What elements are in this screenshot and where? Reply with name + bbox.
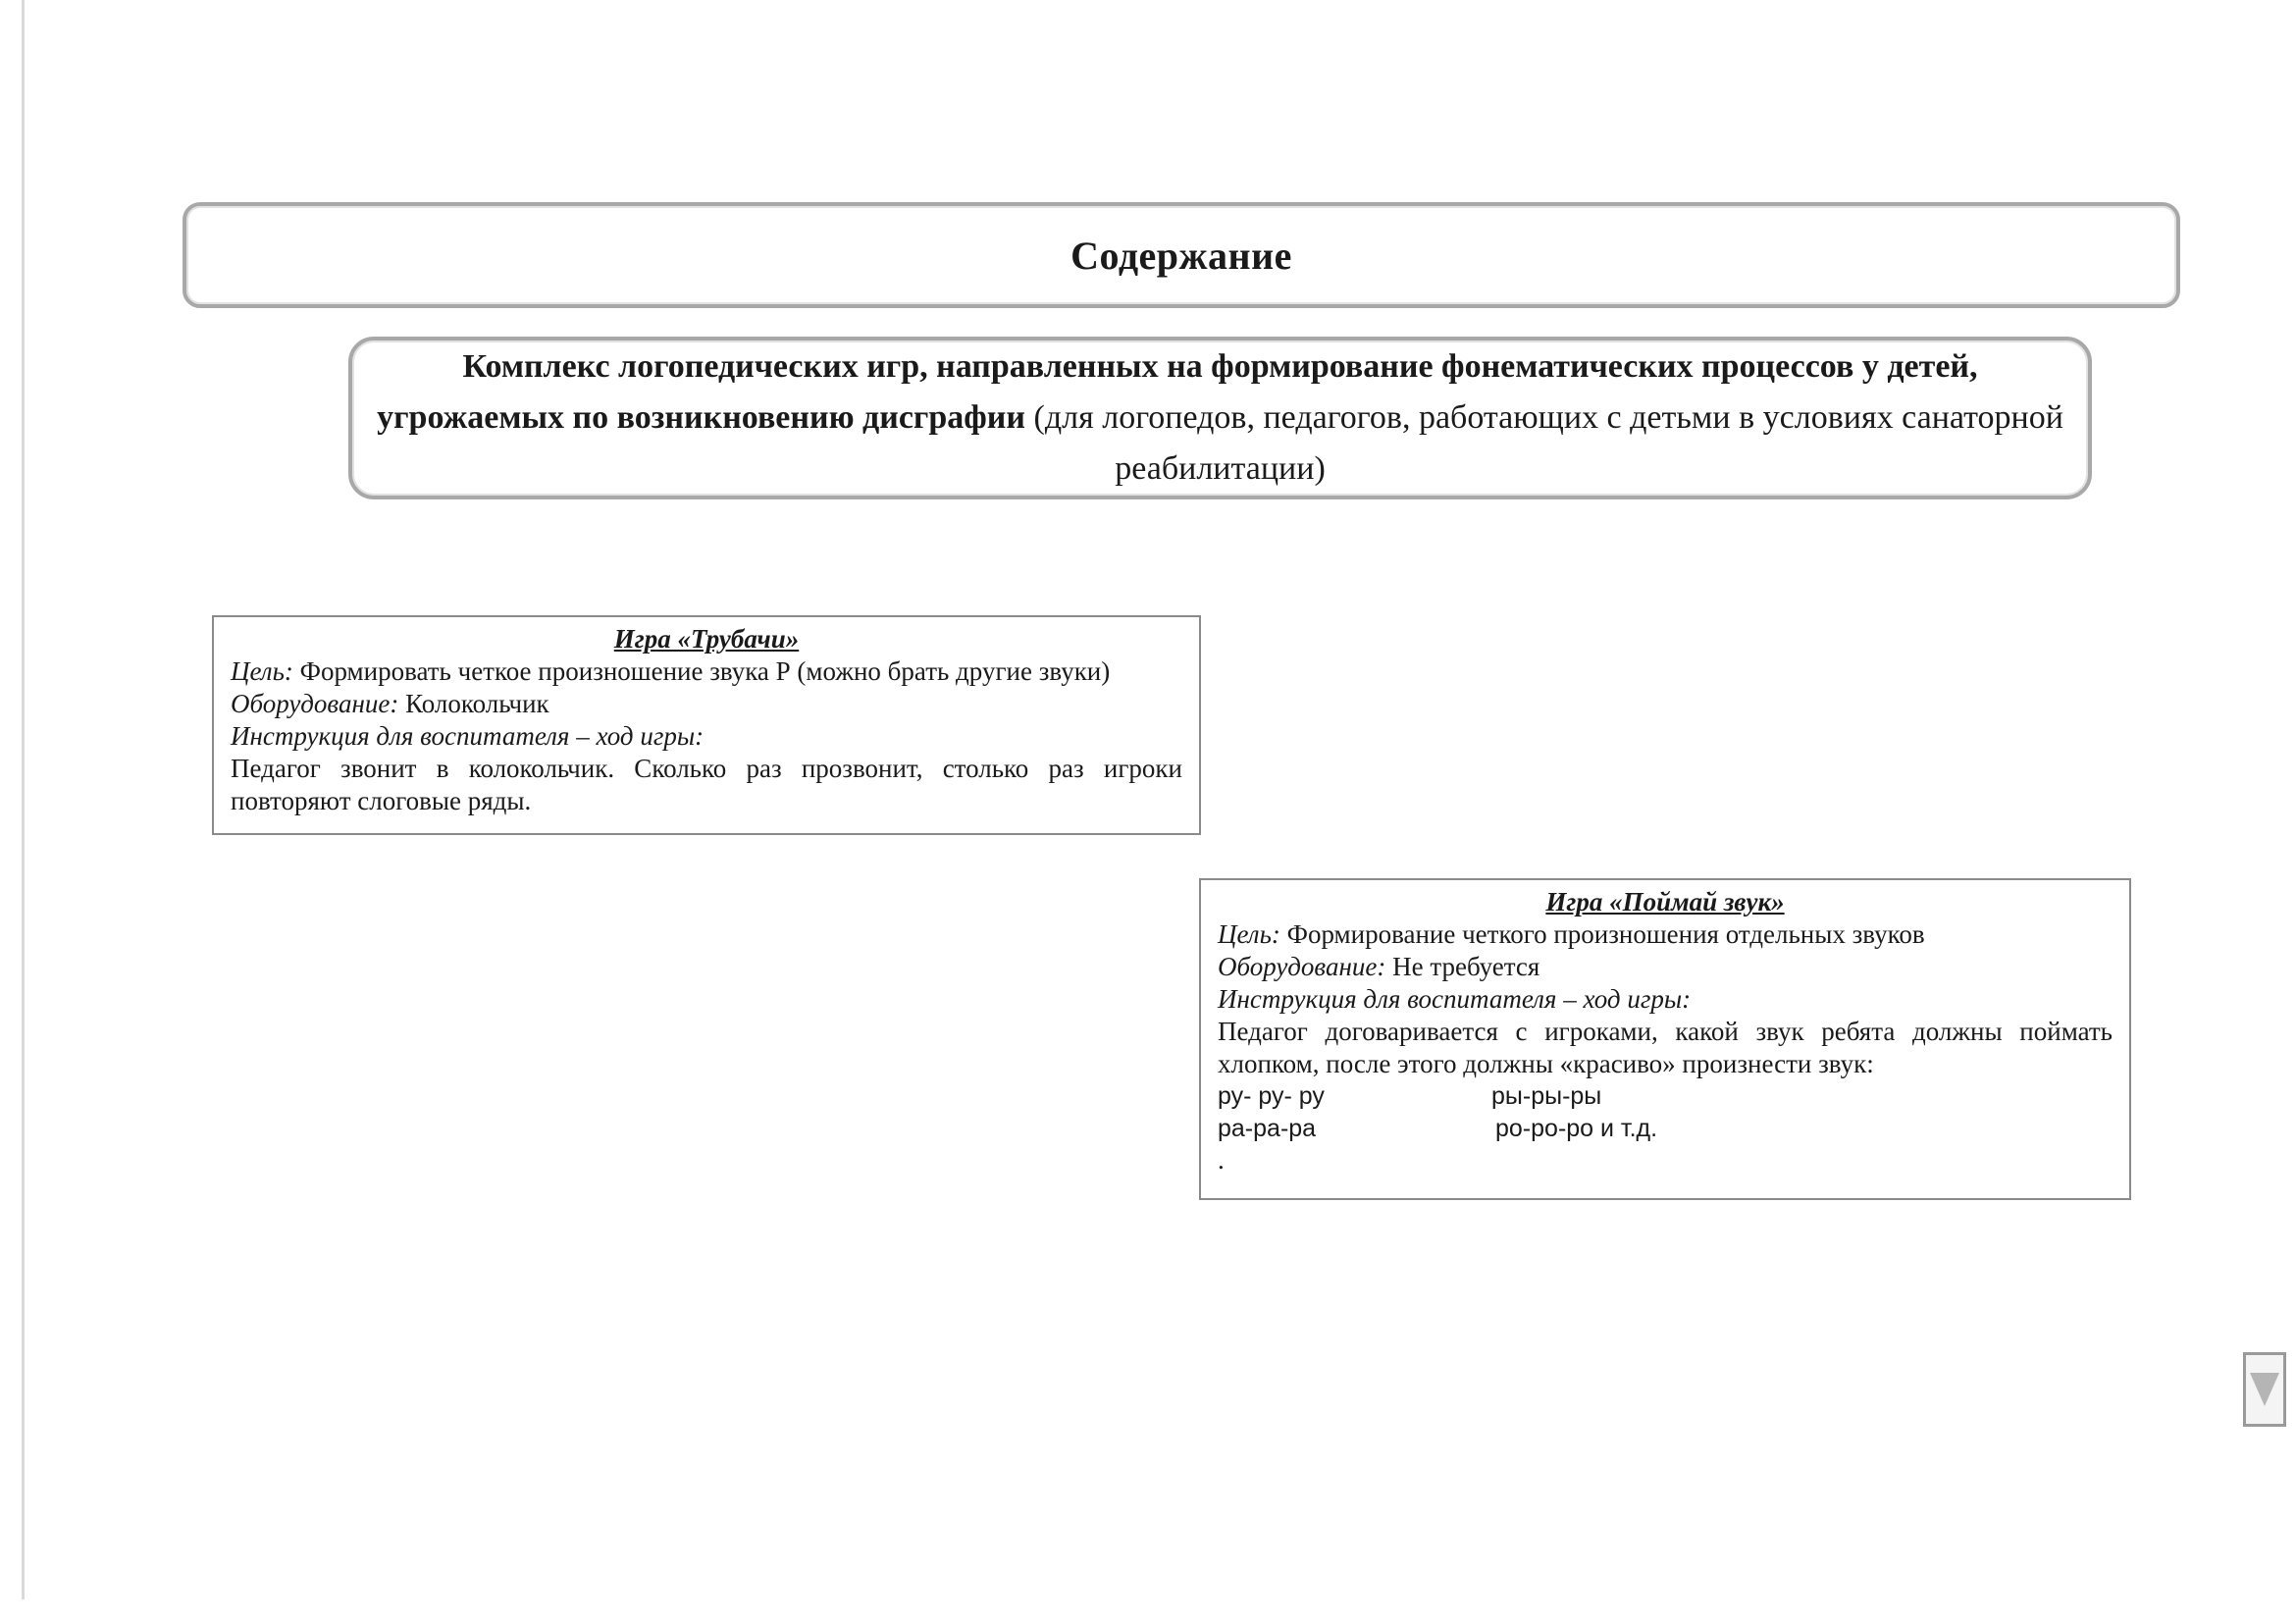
game-goal (1218, 918, 2113, 951)
game-title: Игра «Поймай звук» (1545, 887, 1785, 916)
goal-text: Формировать четкое произношение звука Р (можно брать другие звуки) (292, 656, 1111, 686)
syllable-right: ры-ры-ры (1491, 1082, 1602, 1110)
goal-text: Формирование четкого произношения отдельных звуков (1279, 919, 1925, 949)
subtitle (376, 341, 2064, 495)
page-title: Содержание (1070, 233, 1292, 278)
equipment-text: Не требуется (1385, 952, 1540, 981)
scroll-down-button[interactable] (2243, 1352, 2286, 1427)
subtitle-regular: (для логопедов, педагогов, работающих с детьми в условиях санаторной реабилитации) (1025, 399, 2063, 487)
equipment-label: Оборудование: (231, 689, 399, 718)
goal-label: Цель: (231, 656, 293, 686)
equipment-text: Колокольчик (398, 689, 549, 718)
syllable-left: ру- ру- ру (1218, 1082, 1325, 1110)
syllable-row (1218, 1113, 2113, 1145)
instruction-text: Педагог договаривается с игроками, какой звук ребята должны поймать хлопком, после этого должны «красиво» произнести звук: (1218, 1017, 2113, 1078)
down-arrow-icon (2250, 1373, 2279, 1406)
instruction-text: Педагог звонит в колокольчик. Сколько раз прозвонит, столько раз игроки повторяют слоговые ряды. (231, 754, 1182, 815)
contents-header (183, 202, 2180, 308)
syllable-right: ро-ро-ро и т.д. (1495, 1115, 1658, 1142)
game-equipment (1218, 951, 2113, 983)
equipment-label: Оборудование: (1218, 952, 1386, 981)
goal-label: Цель: (1218, 919, 1280, 949)
subtitle-bold: Комплекс логопедических игр, направленных на формирование фонематических процессов у детей, угрожаемых по возникновению дисграфии (377, 348, 1978, 436)
instruction-label: Инструкция для воспитателя – ход игры: (231, 721, 704, 751)
page-edge-line (22, 0, 25, 1599)
game-card-trubachi (212, 615, 1201, 835)
game-equipment (231, 688, 1182, 720)
syllable-row (1218, 1080, 2113, 1113)
trailing-dot: . (1218, 1145, 1225, 1175)
subtitle-box (348, 337, 2092, 499)
syllable-left: ра-ра-ра (1218, 1115, 1317, 1142)
game-title: Игра «Трубачи» (613, 624, 800, 654)
game-card-catch-sound (1199, 878, 2131, 1200)
instruction-label: Инструкция для воспитателя – ход игры: (1218, 984, 1692, 1014)
game-goal (231, 655, 1182, 688)
